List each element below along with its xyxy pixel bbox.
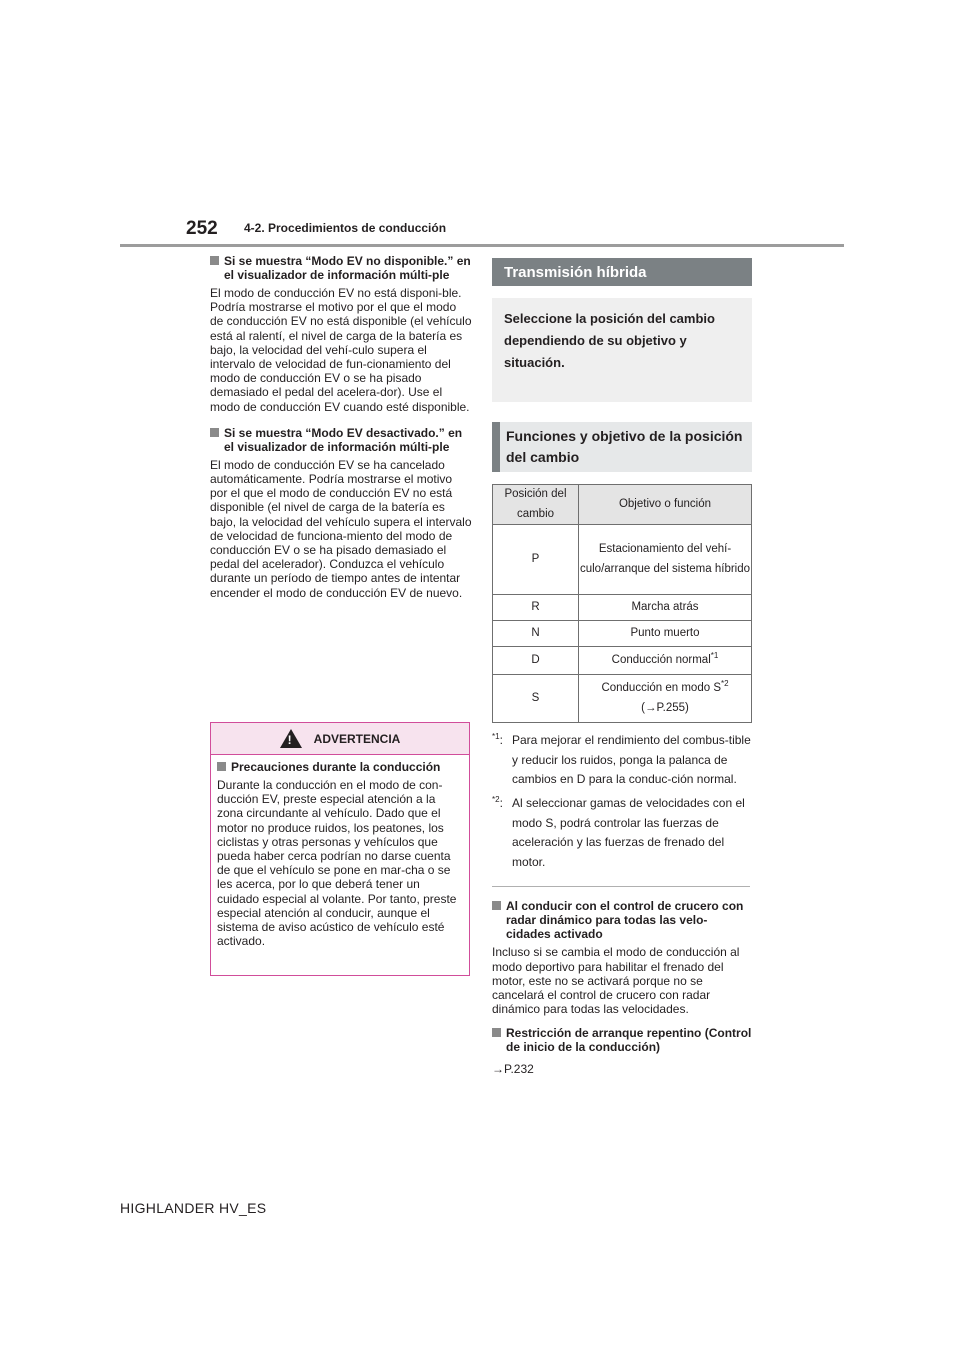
- table-header-row: [493, 485, 752, 525]
- paragraph-cruise-control: Incluso si se cambia el modo de conducción al modo deportivo para habilitar el frenado del motor, este no se activará porque no se cancelará el control de crucero con radar dinámico para todas las velocidades.: [492, 945, 740, 1017]
- warning-text: Durante la conducción en el modo de con-ducción EV, preste especial atención a la zona circundante al vehículo. Dado que el motor no produce ruidos, los peatones, los ciclistas y otras personas y vehículos que pueda haber cerca podrían no darse cuenta de que el vehículo se pone en mar-cha o se les acerca, por lo que deberá tener un cuidado especial al volante. Por tanto, preste especial atención al conducir, aunque el sistema de aviso acústico de vehículo esté activado.: [217, 778, 457, 949]
- table-cell-position: S: [493, 675, 579, 723]
- warning-triangle-icon: !: [280, 729, 302, 748]
- table-row: [493, 621, 752, 647]
- table-header-cell: Objetivo o función: [579, 485, 752, 525]
- warning-header: [211, 723, 469, 755]
- heading-ev-unavailable: [210, 254, 472, 282]
- page-number: 252: [186, 218, 218, 239]
- table-cell-position: N: [493, 621, 579, 647]
- table-cell-function: Punto muerto: [579, 621, 752, 647]
- table-row: [493, 675, 752, 723]
- square-bullet-icon: [492, 1028, 501, 1037]
- footnote-text: Para mejorar el rendimiento del combus-tible y reducir los ruidos, ponga la palanca de cambios en D para la conduc-ción normal.: [512, 733, 751, 787]
- subsection-title: Funciones y objetivo de la posición del cambio: [492, 422, 752, 472]
- section-band-title: Transmisión híbrida: [492, 258, 752, 286]
- table-cell-function: Conducción en modo $S^{*2}$ (→P.255): [579, 675, 752, 723]
- heading-cruise-control: [492, 899, 752, 941]
- section-title: 4-2. Procedimientos de conducción: [244, 221, 447, 235]
- paragraph-ev-unavailable: El modo de conducción EV no está disponi-ble. Podría mostrarse el motivo por el que el modo de conducción EV no está disponible (el vehículo está al ralentí, el nivel de carga de la batería es bajo, la velocidad del vehí-culo supera el intervalo de velocidad de fun-cionamiento del modo de conducción EV o se ha pisado demasiado el pedal del acelera-dor). Use el modo de conducción EV cuando esté disponible.: [210, 286, 472, 414]
- page-reference: (→P.255): [641, 701, 689, 714]
- heading-ev-deactivated: [210, 426, 472, 454]
- table-cell-position: P: [493, 525, 579, 595]
- warning-heading: [217, 760, 463, 774]
- square-bullet-icon: [210, 256, 219, 265]
- footnote-1: $^{*1}$: Para mejorar el rendimiento del combus-tible y reducir los ruidos, ponga la palanca de cambios en D para la conduc-ción normal.: [492, 731, 752, 790]
- table-header-cell: Posición del cambio: [493, 485, 579, 525]
- warning-title: ADVERTENCIA: [313, 731, 401, 746]
- heading-text: Al conducir con el control de crucero con radar dinámico para todas las velo-cidades activado: [506, 899, 744, 942]
- heading-text: Restricción de arranque repentino (Control de inicio de la conducción): [506, 1026, 752, 1055]
- footnote-text: Al seleccionar gamas de velocidades con el modo S, podrá controlar las fuerzas de aceleración y las fuerzas de frenado del motor.: [512, 795, 745, 869]
- footer-model: HIGHLANDER HV_ES: [120, 1200, 267, 1216]
- shift-position-table: [492, 484, 752, 723]
- square-bullet-icon: [492, 901, 501, 910]
- table-row: [493, 647, 752, 675]
- square-bullet-icon: [217, 762, 226, 771]
- header-rule: [120, 244, 844, 247]
- table-cell-position: D: [493, 647, 579, 675]
- square-bullet-icon: [210, 428, 219, 437]
- table-cell-function: Marcha atrás: [579, 595, 752, 621]
- table-row: [493, 525, 752, 595]
- heading-text: Si se muestra “Modo EV desactivado.” en el visualizador de información múlti-ple: [224, 425, 463, 454]
- heading-text: Si se muestra “Modo EV no disponible.” en el visualizador de información múlti-ple: [224, 254, 471, 282]
- heading-start-restriction: [492, 1026, 752, 1054]
- paragraph-ev-deactivated: El modo de conducción EV se ha cancelado automáticamente. Podría mostrarse el motivo por el que el modo de conducción EV no está disponible (el nivel de carga de la batería es bajo, la velocidad del vehículo supera el intervalo de velocidad de funciona-miento del modo de conducción EV o se ha pisado demasiado el pedal del acelerador). Conduzca el vehículo durante un período de tiempo antes de intentar encender el modo de conducción EV de nuevo.: [210, 457, 472, 600]
- left-column: [210, 254, 472, 608]
- section-divider: [492, 886, 750, 887]
- intro-box: Seleccione la posición del cambio dependiendo de su objetivo y situación.: [492, 298, 752, 402]
- warning-body: [211, 755, 469, 948]
- footnote-2: $^{*2}$: Al seleccionar gamas de velocidades con el modo S, podrá controlar las fuerzas de aceleración y las fuerzas de frenado del motor.: [492, 794, 752, 872]
- page-reference-link[interactable]: →P.232: [492, 1062, 534, 1077]
- warning-box: [210, 722, 470, 976]
- table-cell-function: Estacionamiento del vehí-culo/arranque del sistema híbrido: [579, 525, 752, 595]
- table-cell-function: Conducción normal$^{*1}$: [579, 647, 752, 675]
- right-column: [492, 258, 752, 1085]
- table-row: [493, 595, 752, 621]
- heading-text: Precauciones durante la conducción: [231, 760, 441, 774]
- table-cell-position: R: [493, 595, 579, 621]
